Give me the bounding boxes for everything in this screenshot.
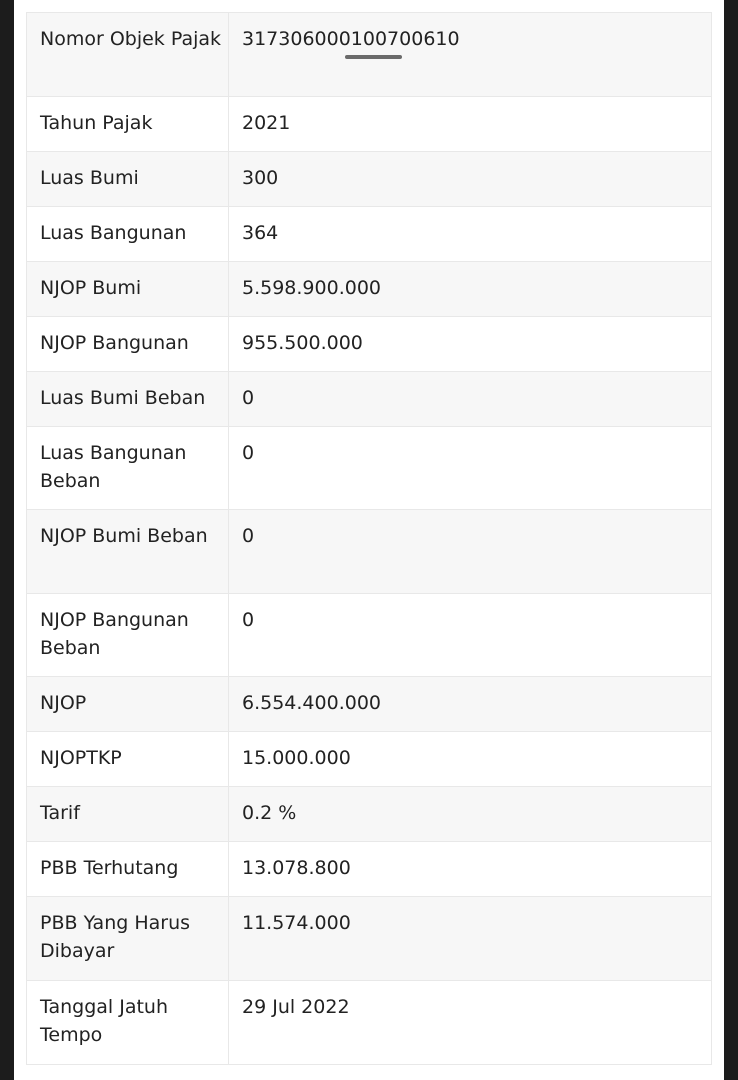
row-value bbox=[229, 13, 712, 97]
nop-value-wrap bbox=[242, 25, 460, 53]
tax-detail-table bbox=[26, 12, 712, 1065]
row-value: 6.554.400.000 bbox=[229, 677, 712, 732]
row-value: 364 bbox=[229, 207, 712, 262]
row-label: NJOP Bumi Beban bbox=[27, 510, 229, 594]
row-label: PBB Yang Harus Dibayar bbox=[27, 897, 229, 981]
table-row bbox=[27, 372, 712, 427]
tax-detail-card bbox=[14, 0, 724, 1080]
row-label: Luas Bangunan Beban bbox=[27, 427, 229, 510]
table-row bbox=[27, 262, 712, 317]
table-row bbox=[27, 594, 712, 677]
row-label: PBB Terhutang bbox=[27, 842, 229, 897]
table-row bbox=[27, 207, 712, 262]
table-row bbox=[27, 732, 712, 787]
row-label: Tanggal Jatuh Tempo bbox=[27, 981, 229, 1065]
row-label: NJOP bbox=[27, 677, 229, 732]
row-value: 0 bbox=[229, 427, 712, 510]
table-row bbox=[27, 152, 712, 207]
row-value: 13.078.800 bbox=[229, 842, 712, 897]
table-row bbox=[27, 97, 712, 152]
row-label: NJOP Bumi bbox=[27, 262, 229, 317]
row-value: 2021 bbox=[229, 97, 712, 152]
table-row bbox=[27, 787, 712, 842]
row-label: Luas Bumi Beban bbox=[27, 372, 229, 427]
row-label: Tarif bbox=[27, 787, 229, 842]
row-label: Luas Bangunan bbox=[27, 207, 229, 262]
table-row bbox=[27, 13, 712, 97]
row-label: Nomor Objek Pajak bbox=[27, 13, 229, 97]
table-row bbox=[27, 427, 712, 510]
table-row bbox=[27, 981, 712, 1065]
row-value: 955.500.000 bbox=[229, 317, 712, 372]
row-label: NJOP Bangunan bbox=[27, 317, 229, 372]
row-label: Tahun Pajak bbox=[27, 97, 229, 152]
row-value: 0 bbox=[229, 372, 712, 427]
table-row bbox=[27, 510, 712, 594]
row-value: 0 bbox=[229, 510, 712, 594]
scroll-handle[interactable] bbox=[345, 55, 402, 59]
table-row bbox=[27, 842, 712, 897]
row-label: Luas Bumi bbox=[27, 152, 229, 207]
row-value: 11.574.000 bbox=[229, 897, 712, 981]
row-label: NJOP Bangunan Beban bbox=[27, 594, 229, 677]
table-row bbox=[27, 677, 712, 732]
table-row bbox=[27, 317, 712, 372]
row-label: NJOPTKP bbox=[27, 732, 229, 787]
row-value: 5.598.900.000 bbox=[229, 262, 712, 317]
row-value: 29 Jul 2022 bbox=[229, 981, 712, 1065]
nop-value: 317306000100700610 bbox=[242, 28, 460, 50]
row-value: 15.000.000 bbox=[229, 732, 712, 787]
row-value: 0 bbox=[229, 594, 712, 677]
row-value: 0.2 % bbox=[229, 787, 712, 842]
table-row bbox=[27, 897, 712, 981]
row-value: 300 bbox=[229, 152, 712, 207]
